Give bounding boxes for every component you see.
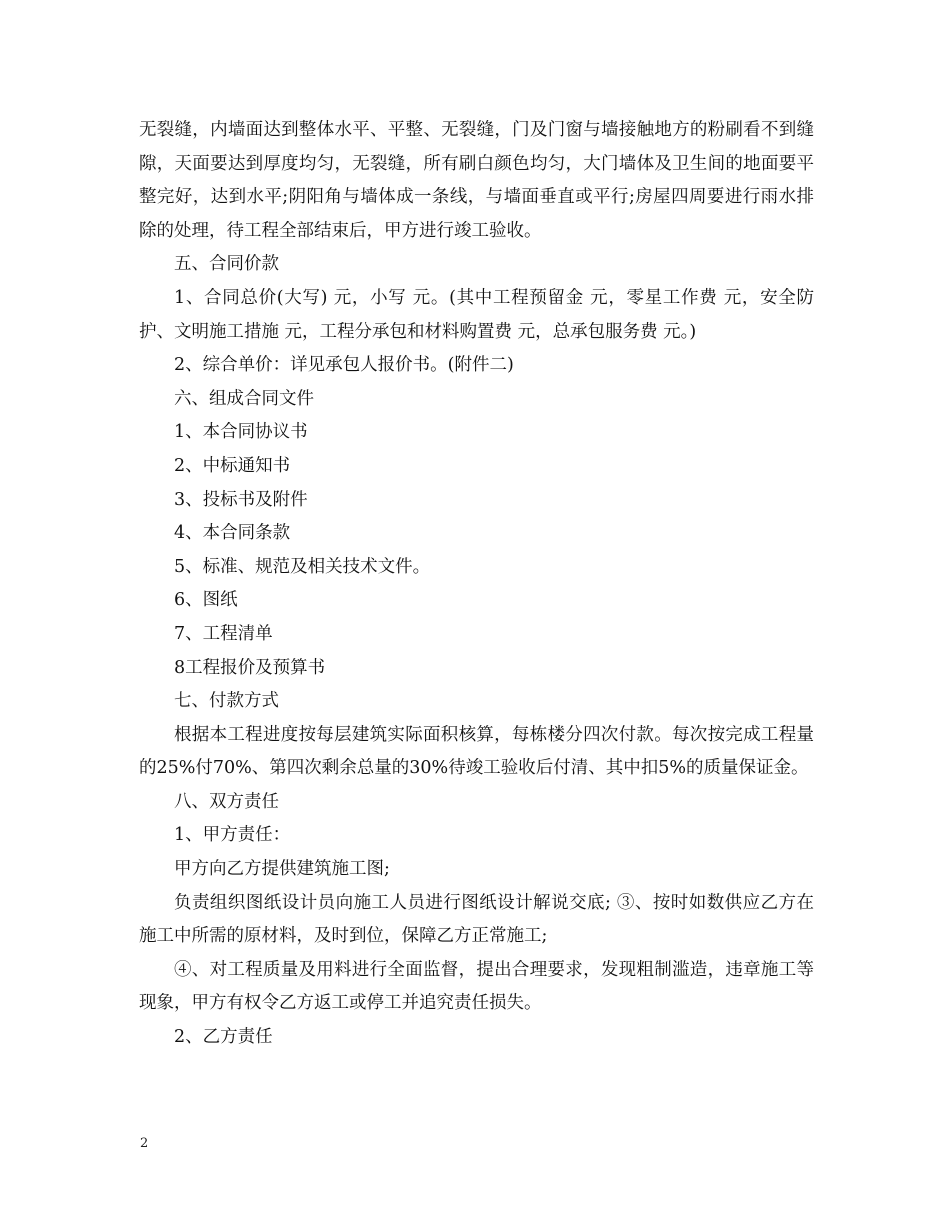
list-item-award-notice: 2、中标通知书: [174, 455, 291, 476]
subheading-party-a: 1、甲方责任：: [174, 825, 291, 846]
document-body: [139, 114, 814, 1055]
list-item-contract-terms: 4、本合同条款: [174, 523, 291, 544]
list-item-bid-documents: 3、投标书及附件: [174, 489, 308, 510]
list-item-quotation: 8工程报价及预算书: [174, 657, 326, 678]
list-item-drawings: 6、图纸: [174, 590, 238, 611]
list-item-agreement: 1、本合同协议书: [174, 422, 308, 443]
section-heading-contract-documents: 六、组成合同文件: [174, 388, 314, 409]
paragraph-1: 无裂缝，内墙面达到整体水平、平整、无裂缝，门及门窗与墙接触地方的粉刷看不到缝隙，天面要达到厚度均匀，无裂缝，所有刷白颜色均匀，大门墙体及卫生间的地面要平整完好，达到水平;阴阳角与墙体成一条线，与墙面垂直或平行;房屋四周要进行雨水排除的处理，待工程全部结束后，甲方进行竣工验收。: [139, 120, 814, 241]
paragraph-party-a-briefing: 负责组织图纸设计员向施工人员进行图纸设计解说交底; ③、按时如数供应乙方在施工中所需的原材料，及时到位，保障乙方正常施工;: [139, 892, 814, 947]
section-heading-responsibilities: 八、双方责任: [174, 791, 279, 812]
section-heading-payment: 七、付款方式: [174, 691, 279, 712]
paragraph-party-a-drawings: 甲方向乙方提供建筑施工图;: [174, 859, 390, 880]
paragraph-party-a-supervision: ④、对工程质量及用料进行全面监督，提出合理要求，发现粗制滥造，违章施工等现象，甲方有权令乙方返工或停工并追究责任损失。: [139, 959, 814, 1014]
paragraph-total-price: 1、合同总价(大写) 元，小写 元。(其中工程预留金 元，零星工作费 元，安全防护、文明施工措施 元，工程分承包和材料购置费 元，总承包服务费 元。): [139, 287, 814, 342]
paragraph-unit-price: 2、综合单价：详见承包人报价书。(附件二): [174, 355, 514, 376]
page-number: 2: [140, 1136, 149, 1151]
paragraph-payment-terms: 根据本工程进度按每层建筑实际面积核算，每栋楼分四次付款。每次按完成工程量的25%付70%、第四次剩余总量的30%待竣工验收后付清、其中扣5%的质量保证金。: [139, 724, 814, 779]
subheading-party-b: 2、乙方责任: [174, 1027, 273, 1048]
list-item-standards: 5、标准、规范及相关技术文件。: [174, 556, 431, 577]
section-heading-contract-price: 五、合同价款: [174, 254, 279, 275]
list-item-bill-of-quantities: 7、工程清单: [174, 623, 273, 644]
